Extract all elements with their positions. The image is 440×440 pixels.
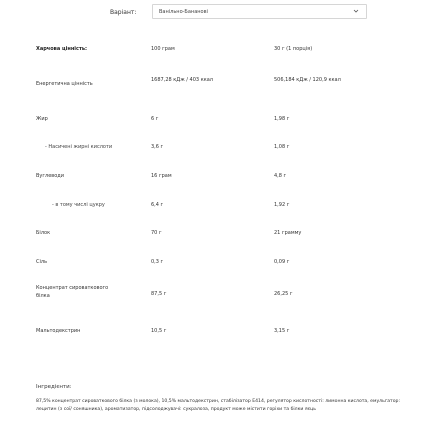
nutrition-row-carbs-per-serving: 4,8 г: [274, 173, 287, 179]
variant-select[interactable]: [152, 4, 367, 19]
nutrition-row-saturated-fat-per100: 3,6 г: [151, 144, 164, 150]
nutrition-row-salt-per-serving: 0,09 г: [274, 259, 290, 265]
nutrition-row-energy-per-serving: 506,184 кДж / 120,9 ккал: [274, 77, 341, 83]
nutrition-row-carbs-label: Вуглеводи: [36, 173, 65, 179]
chevron-down-icon[interactable]: [353, 8, 359, 14]
nutrition-row-fat-label: Жир: [36, 116, 48, 122]
nutrition-row-salt-label: Сіль: [36, 259, 48, 265]
nutrition-row-fat-per100: 6 г: [151, 116, 159, 122]
nutrition-row-saturated-fat-per-serving: 1,08 г: [274, 144, 290, 150]
variant-label: Варіант:: [110, 9, 137, 16]
ingredients-title: Інгредієнти:: [36, 384, 72, 390]
nutrition-row-sugar-per-serving: 1,92 г: [274, 202, 290, 208]
nutrition-header-per100: 100 грам: [151, 46, 175, 52]
nutrition-row-salt-per100: 0,3 г: [151, 259, 164, 265]
nutrition-row-protein-label: Білок: [36, 230, 51, 236]
nutrition-row-whey-per100: 87,5 г: [151, 291, 167, 297]
nutrition-row-energy-per100: 1687,28 кДж / 403 ккал: [151, 77, 213, 83]
nutrition-row-protein-per100: 70 г: [151, 230, 162, 236]
nutrition-header-name: Харчова цінність:: [36, 46, 88, 52]
nutrition-row-maltodextrin-per100: 10,5 г: [151, 328, 167, 334]
ingredients-text: 87,5% концентрат сироваткового білка (з молока), 10,5% мальтодекстрин, стабілізатор Е414, регулятор кислотності: лимонна кислота, емульгатор: лецитин (з сої/ соняшника), ароматизатор, підсолоджувачі: сукралоза, продукт може містити горіхи та білки яєць: [36, 399, 400, 413]
nutrition-row-energy-label: Енергетична цінність: [36, 81, 93, 87]
nutrition-row-maltodextrin-per-serving: 3,15 г: [274, 328, 290, 334]
nutrition-row-carbs-per100: 16 грам: [151, 173, 172, 179]
nutrition-row-sugar-label: - в тому числі цукру: [52, 202, 105, 208]
nutrition-row-whey-per-serving: 26,25 г: [274, 291, 293, 297]
nutrition-row-fat-per-serving: 1,98 г: [274, 116, 290, 122]
nutrition-header-per-serving: 30 г (1 порція): [274, 46, 313, 52]
variant-selected-value: Ванільно-Бананові: [159, 9, 208, 15]
nutrition-row-maltodextrin-label: Мальтодекстрин: [36, 328, 81, 334]
nutrition-row-whey-label: Концентрат сироваткового білка: [36, 285, 109, 299]
nutrition-row-sugar-per100: 6,4 г: [151, 202, 164, 208]
nutrition-row-protein-per-serving: 21 грамму: [274, 230, 302, 236]
nutrition-row-saturated-fat-label: - Насичені жирні кислоти: [45, 144, 113, 150]
